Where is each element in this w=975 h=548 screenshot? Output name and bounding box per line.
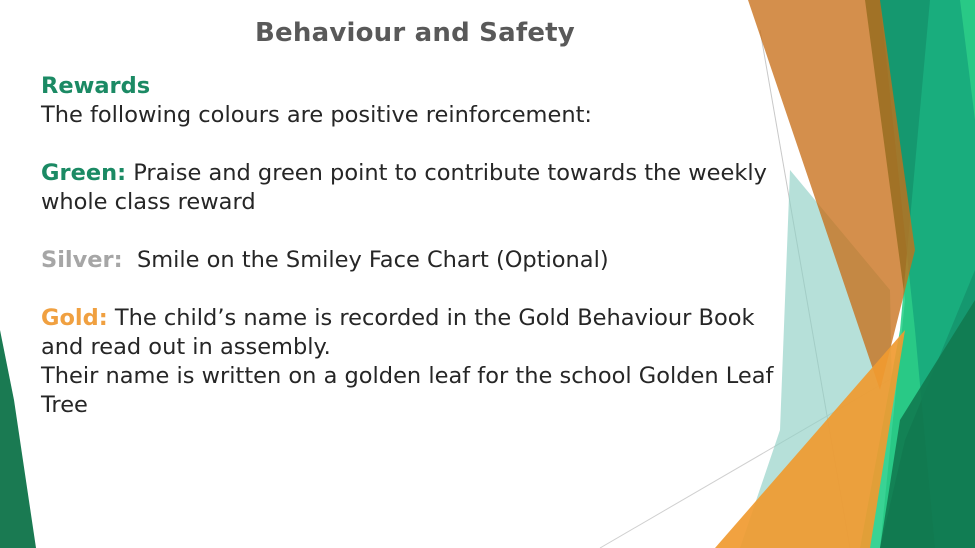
section-heading: Rewards xyxy=(41,73,151,99)
green-label: Green: xyxy=(41,160,127,186)
silver-item xyxy=(41,246,801,275)
silver-label: Silver: xyxy=(41,247,123,273)
green-text: Praise and green point to contribute towards the weekly whole class reward xyxy=(41,160,767,215)
gold-text: The child’s name is recorded in the Gold Behaviour Book and read out in assembly. xyxy=(41,305,755,360)
golden-leaf-text: Their name is written on a golden leaf for the school Golden Leaf Tree xyxy=(41,363,774,418)
intro-text: The following colours are positive reinforcement: xyxy=(41,102,592,128)
page-title: Behaviour and Safety xyxy=(255,18,575,48)
spacer xyxy=(41,217,801,246)
gold-item xyxy=(41,304,801,362)
silver-text: Smile on the Smiley Face Chart (Optional) xyxy=(122,247,609,273)
green-item xyxy=(41,159,801,217)
left-green-strip xyxy=(0,330,36,548)
spacer xyxy=(41,130,801,159)
slide-body xyxy=(41,72,801,420)
spacer xyxy=(41,275,801,304)
gold-label: Gold: xyxy=(41,305,108,331)
